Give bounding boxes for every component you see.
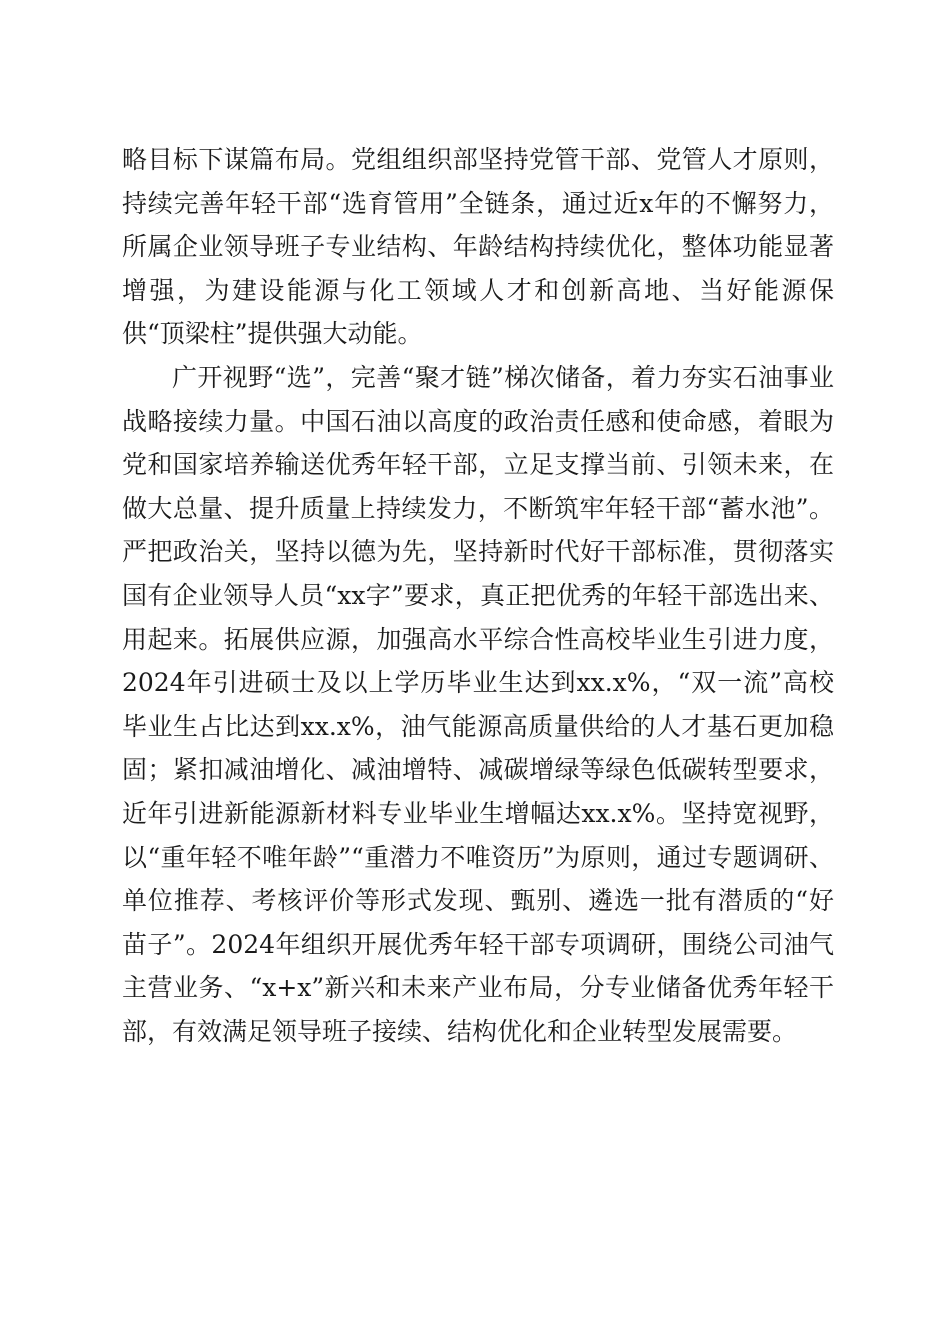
paragraph-continuation bbox=[122, 138, 834, 356]
paragraph-1-text: 略目标下谋篇布局。党组组织部坚持党管干部、党管人才原则，持续完善年轻干部“选育管用”全链条，通过近x年的不懈努力，所属企业领导班子专业结构、年龄结构持续优化，整体功能显著增强，为建设能源与化工领域人才和创新高地、当好能源保供“顶梁柱”提供强大动能。 bbox=[122, 145, 834, 349]
paragraph-select bbox=[122, 356, 834, 1054]
paragraph-2-text: 广开视野“选”，完善“聚才链”梯次储备，着力夯实石油事业战略接续力量。中国石油以高度的政治责任感和使命感，着眼为党和国家培养输送优秀年轻干部，立足支撑当前、引领未来，在做大总量、提升质量上持续发力，不断筑牢年轻干部“蓄水池”。严把政治关，坚持以德为先，坚持新时代好干部标准，贯彻落实国有企业领导人员“xx字”要求，真正把优秀的年轻干部选出来、用起来。拓展供应源，加强高水平综合性高校毕业生引进力度，2024年引进硕士及以上学历毕业生达到xx.x%，“双一流”高校毕业生占比达到xx.x%，油气能源高质量供给的人才基石更加稳固；紧扣减油增化、减油增特、减碳增绿等绿色低碳转型要求，近年引进新能源新材料专业毕业生增幅达xx.x%。坚持宽视野，以“重年轻不唯年龄”“重潜力不唯资历”为原则，通过专题调研、单位推荐、考核评价等形式发现、甄别、遴选一批有潜质的“好苗子”。2024年组织开展优秀年轻干部专项调研，围绕公司油气主营业务、“x+x”新兴和未来产业布局，分专业储备优秀年轻干部，有效满足领导班子接续、结构优化和企业转型发展需要。 bbox=[122, 363, 834, 1046]
